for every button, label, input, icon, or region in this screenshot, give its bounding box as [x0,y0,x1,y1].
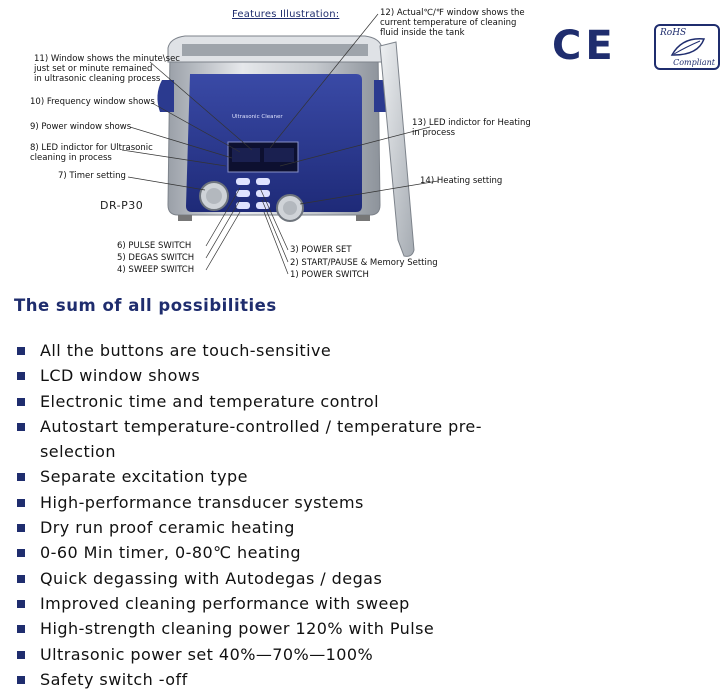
feature-text: Electronic time and temperature control [40,391,380,411]
feature-item [14,616,484,641]
feature-item [14,338,484,363]
callout-10 [30,97,155,107]
callout-8 [30,143,153,163]
callout-10-text: 10) Frequency window shows [30,97,155,107]
square-bullet-icon [17,473,25,481]
square-bullet-icon [17,549,25,557]
callout-8-text: 8) LED indictor for Ultrasonic cleaning in process [30,143,153,163]
square-bullet-icon [17,398,25,406]
callout-14 [420,176,502,186]
square-bullet-icon [17,575,25,583]
square-bullet-icon [17,600,25,608]
square-bullet-icon [17,524,25,532]
callout-5 [117,253,194,263]
callout-5-text: 5) DEGAS SWITCH [117,253,195,263]
callout-3-text: 3) POWER SET [290,245,352,255]
feature-item [14,667,484,692]
illustration-title: Features Illustration: [232,9,340,20]
panel-label: Ultrasonic Cleaner [232,114,283,120]
callout-3 [290,245,352,255]
model-label: DR-P30 [100,199,144,212]
callout-4 [117,265,194,275]
square-bullet-icon [17,347,25,355]
callout-12-text: 12) Actual℃/℉ window shows the current temperature of cleaning fluid inside the tank [380,8,525,38]
features-list [14,338,484,692]
callout-7-text: 7) Timer setting [58,171,126,181]
callout-12 [380,8,525,38]
feature-item [14,363,484,388]
callout-14-text: 14) Heating setting [420,176,503,186]
callout-9-text: 9) Power window shows [30,122,132,132]
ce-mark-logo: CE [552,23,617,69]
feature-item [14,591,484,616]
feature-text: Ultrasonic power set 40%—70%—100% [40,644,374,664]
feature-text: LCD window shows [40,366,201,386]
square-bullet-icon [17,372,25,380]
rohs-label: RoHS [660,28,687,38]
callout-1-text: 1) POWER SWITCH [290,270,369,280]
feature-text: Autostart temperature-controlled / temperature pre-selection [40,416,482,462]
rohs-compliant-logo [654,24,720,70]
callout-6-text: 6) PULSE SWITCH [117,241,192,251]
callout-11 [34,54,180,84]
callout-1 [290,270,369,280]
feature-item [14,566,484,591]
feature-text: All the buttons are touch-sensitive [40,341,332,360]
feature-text: Dry run proof ceramic heating [40,518,295,538]
square-bullet-icon [17,423,25,431]
feature-item [14,414,484,465]
feature-item [14,464,484,489]
callout-9 [30,122,131,132]
section-heading: The sum of all possibilities [14,296,277,315]
feature-item [14,490,484,515]
square-bullet-icon [17,625,25,633]
callout-6 [117,241,191,251]
callout-13-text: 13) LED indictor for Heating in process [412,118,531,138]
square-bullet-icon [17,499,25,507]
callout-4-text: 4) SWEEP SWITCH [117,265,195,275]
callout-11-text: 11) Window shows the minute\sec just set or minute remained in ultrasonic cleaning process [34,54,180,84]
features-illustration [0,0,726,290]
square-bullet-icon [17,651,25,659]
leaf-icon [668,35,708,59]
callout-2-text: 2) START/PAUSE & Memory Setting [290,258,438,268]
callout-7 [58,171,126,181]
feature-text: Separate excitation type [40,467,248,487]
feature-text: Improved cleaning performance with sweep [40,593,410,613]
rohs-compliant-label: Compliant [673,58,715,67]
callout-13 [412,118,531,138]
square-bullet-icon [17,676,25,684]
feature-item [14,389,484,414]
feature-text: 0-60 Min timer, 0-80℃ heating [40,543,301,563]
feature-text: Safety switch -off [40,669,188,689]
feature-text: Quick degassing with Autodegas / degas [40,568,383,588]
feature-item [14,515,484,540]
feature-item [14,540,484,565]
feature-text: High-performance transducer systems [40,492,364,512]
callout-2 [290,258,438,268]
feature-item [14,642,484,667]
feature-text: High-strength cleaning power 120% with Pulse [40,619,435,639]
